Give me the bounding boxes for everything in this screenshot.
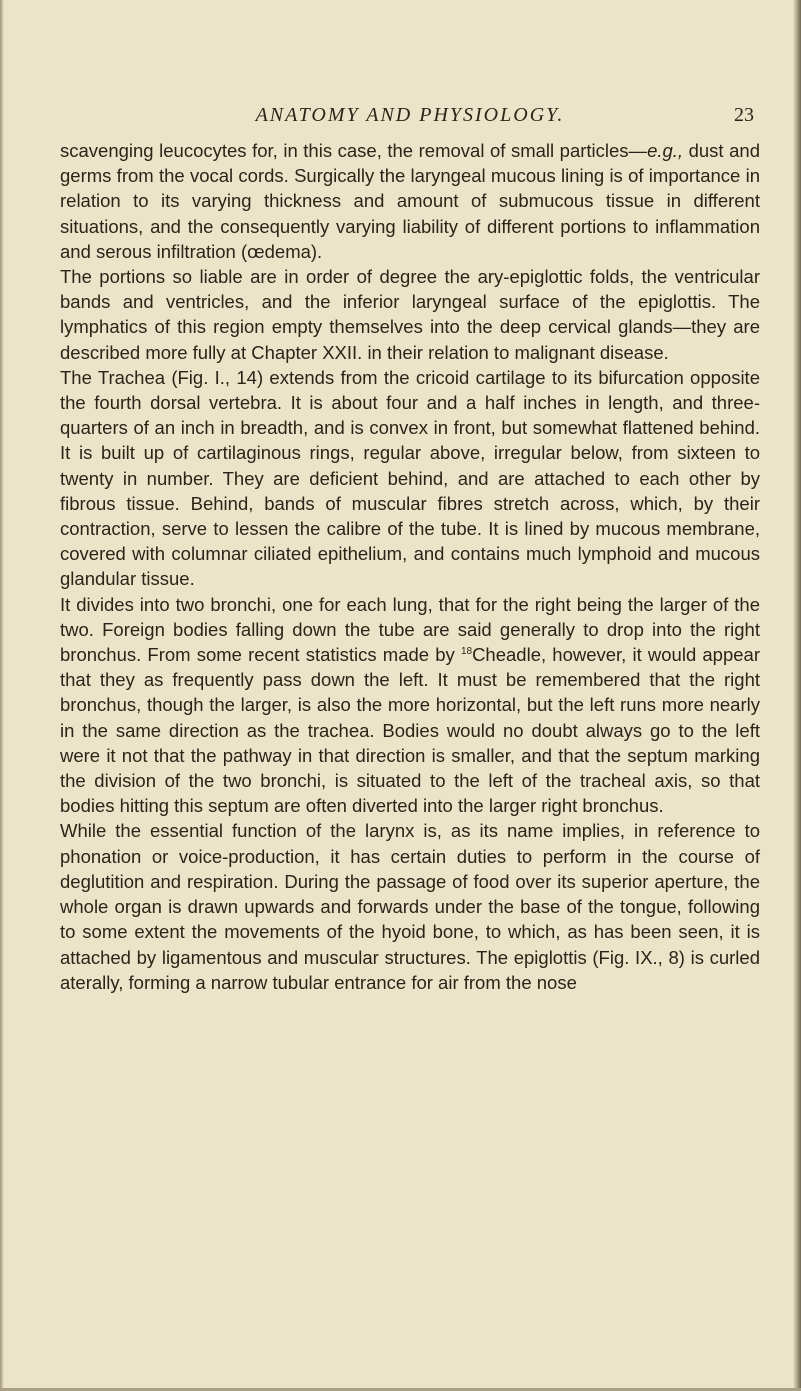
paragraph-4-part-a: It divides into two bronchi, one for each lung, that for the right being the larger of the two. Foreign bodies falling down the tube are said generally to drop into the right bronchus. From some recent statistics made by (60, 593, 760, 666)
page-header (60, 104, 760, 134)
scan-edge-left (0, 0, 4, 1391)
trachea-heading: The Trachea (60, 366, 166, 388)
paragraph-1 (60, 138, 760, 264)
scan-edge-right (793, 0, 801, 1391)
paragraph-3 (60, 365, 760, 592)
paragraph-1-part-a: scavenging leucocytes for, in this case, the removal of small particles— (60, 140, 648, 161)
paragraph-4-part-b: Cheadle, however, it would appear that they as frequently pass down the left. It must be remembered that the right bronchus, though the larger, is also the more horizontal, but the left runs more nearly in the same direction as the trachea. Bodies would no doubt always go to the left were it not that the pathway in that direction is smaller, and that the septum marking the division of the two bronchi, is situated to the left of the tracheal axis, so that bodies hitting this septum are often diverted into the larger right bronchus. (60, 644, 760, 817)
page-number: 23 (734, 104, 754, 126)
running-title: ANATOMY AND PHYSIOLOGY. (255, 104, 565, 126)
paragraph-1-part-b: dust and germs from the vocal cords. Surgically the laryngeal mucous lining is of importance in relation to its varying thickness and amount of submucous tissue in different situations, and the consequently varying liability of different portions to inflammation and serous infiltration (œdema). (60, 140, 760, 262)
body-text (60, 138, 760, 995)
paragraph-2: The portions so liable are in order of degree the ary-epiglottic folds, the ventricular bands and ventricles, and the inferior laryngeal surface of the epiglottis. The lymphatics of this region empty themselves into the deep cervical glands—they are described more fully at Chapter XXII. in their relation to malignant disease. (60, 266, 760, 363)
paragraph-4 (60, 592, 760, 819)
paragraph-5: While the essential function of the larynx is, as its name implies, in reference to phonation or voice-production, it has certain duties to perform in the course of deglutition and respiration. During the passage of food over its superior aperture, the whole organ is drawn upwards and forwards under the base of the tongue, following to some extent the movements of the hyoid bone, to which, as has been seen, it is attached by ligamentous and muscular structures. The epiglottis (Fig. IX., 8) is curled aterally, forming a narrow tubular entrance for air from the nose (60, 820, 760, 993)
paragraph-3-text: (Fig. I., 14) extends from the cricoid cartilage to its bifurcation opposite the fourth dorsal vertebra. It is about four and a half inches in length, and three-quarters of an inch in breadth, and is convex in front, but somewhat flattened behind. It is built up of cartilaginous rings, regular above, irregular below, from sixteen to twenty in number. They are deficient behind, and are attached to each other by fibrous tissue. Behind, bands of muscular fibres stretch across, which, by their contraction, serve to lessen the calibre of the tube. It is lined by mucous membrane, covered with columnar ciliated epithelium, and contains much lymphoid and mucous glandular tissue. (60, 366, 760, 590)
paragraph-1-eg: e.g., (647, 140, 684, 161)
reference-marker: 18 (460, 646, 473, 658)
